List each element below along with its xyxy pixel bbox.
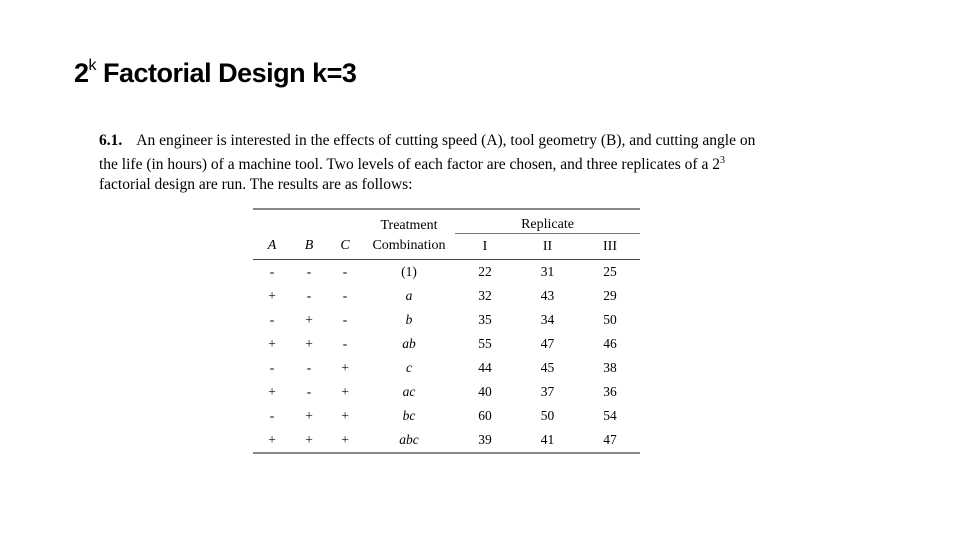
- cell-replicate-2: 50: [540, 408, 555, 423]
- cell-replicate-2: 34: [540, 312, 555, 327]
- table-row: [253, 332, 640, 356]
- cell-replicate-2: 45: [540, 360, 555, 375]
- slide-title: [74, 58, 356, 89]
- cell-replicate-1: 39: [455, 428, 515, 453]
- column-header-row: [253, 234, 640, 260]
- cell-replicate-2: 37: [540, 384, 555, 399]
- cell-c: -: [342, 312, 348, 327]
- title-rest: Factorial Design k=3: [96, 58, 357, 88]
- cell-replicate-3: 47: [580, 428, 640, 453]
- cell-replicate-3: 38: [603, 360, 617, 375]
- problem-text-2-sup: 3: [719, 155, 725, 166]
- cell-replicate-1: 40: [478, 384, 492, 399]
- cell-combination: ab: [402, 336, 416, 351]
- treatment-group-header: Treatment: [380, 217, 438, 233]
- results-table-body: [253, 260, 640, 454]
- cell-replicate-3: 36: [603, 384, 617, 399]
- cell-b: +: [305, 312, 313, 327]
- cell-b: -: [306, 264, 312, 279]
- cell-c: -: [342, 264, 348, 279]
- cell-c: -: [342, 288, 348, 303]
- cell-combination: abc: [363, 428, 455, 453]
- cell-b: -: [306, 360, 312, 375]
- cell-a: +: [268, 384, 276, 399]
- header-replicate-1: I: [455, 234, 515, 260]
- problem-text-2: the life (in hours) of a machine tool. Two levels of each factor are chosen, and three replicates of a 2: [99, 156, 720, 174]
- problem-line-1: [99, 131, 799, 151]
- cell-replicate-2: 43: [540, 288, 555, 303]
- problem-line-3: [99, 175, 799, 195]
- header-replicate-3: III: [580, 234, 640, 260]
- cell-replicate-3: 29: [603, 288, 617, 303]
- cell-replicate-1: 44: [478, 360, 492, 375]
- cell-replicate-3: 50: [603, 312, 617, 327]
- header-c: C: [327, 234, 363, 260]
- table-row: [253, 260, 640, 285]
- header-b: B: [291, 234, 327, 260]
- problem-number: 6.1.: [99, 132, 123, 149]
- table-row: [253, 428, 640, 453]
- cell-c: -: [342, 336, 348, 351]
- cell-a: +: [268, 288, 276, 303]
- cell-combination: c: [406, 360, 412, 375]
- table-row: [253, 308, 640, 332]
- table-row: [253, 380, 640, 404]
- cell-a: +: [268, 336, 276, 351]
- cell-combination: bc: [402, 408, 416, 423]
- cell-a: -: [269, 312, 275, 327]
- cell-combination: ac: [402, 384, 416, 399]
- cell-b: -: [306, 384, 312, 399]
- table-row: [253, 356, 640, 380]
- cell-replicate-3: 54: [603, 408, 617, 423]
- cell-replicate-2: 41: [515, 428, 580, 453]
- cell-replicate-1: 60: [478, 408, 492, 423]
- problem-text-3: factorial design are run. The results are as follows:: [99, 176, 413, 194]
- cell-replicate-3: 25: [603, 264, 617, 279]
- cell-replicate-1: 55: [478, 336, 492, 351]
- cell-a: -: [269, 360, 275, 375]
- cell-c: +: [327, 428, 363, 453]
- cell-b: +: [291, 428, 327, 453]
- header-replicate-2: II: [515, 234, 580, 260]
- cell-b: +: [305, 408, 313, 423]
- table-row: [253, 284, 640, 308]
- table-row: [253, 404, 640, 428]
- cell-replicate-3: 46: [603, 336, 617, 351]
- cell-c: +: [341, 408, 349, 423]
- header-a: A: [253, 234, 291, 260]
- results-table: [253, 208, 640, 454]
- cell-replicate-2: 47: [540, 336, 555, 351]
- cell-replicate-1: 22: [478, 264, 492, 279]
- cell-c: +: [341, 360, 349, 375]
- problem-text-1: An engineer is interested in the effects of cutting speed (A), tool geometry (B), and cutting angle on: [136, 132, 756, 149]
- cell-combination: (1): [401, 264, 417, 279]
- cell-c: +: [341, 384, 349, 399]
- problem-statement: [99, 131, 799, 195]
- cell-replicate-2: 31: [540, 264, 555, 279]
- cell-replicate-1: 32: [478, 288, 492, 303]
- cell-a: +: [253, 428, 291, 453]
- cell-combination: a: [405, 288, 413, 303]
- cell-a: -: [269, 264, 275, 279]
- cell-combination: b: [405, 312, 413, 327]
- header-combination: Combination: [363, 234, 455, 260]
- cell-replicate-1: 35: [478, 312, 492, 327]
- title-superscript: k: [88, 57, 97, 74]
- results-table-container: [253, 208, 640, 454]
- problem-line-2: [99, 151, 799, 175]
- replicate-group-header: Replicate: [455, 209, 640, 234]
- cell-b: +: [305, 336, 313, 351]
- title-base: 2: [74, 58, 89, 88]
- cell-b: -: [306, 288, 312, 303]
- cell-a: -: [269, 408, 275, 423]
- group-header-row: [253, 209, 640, 234]
